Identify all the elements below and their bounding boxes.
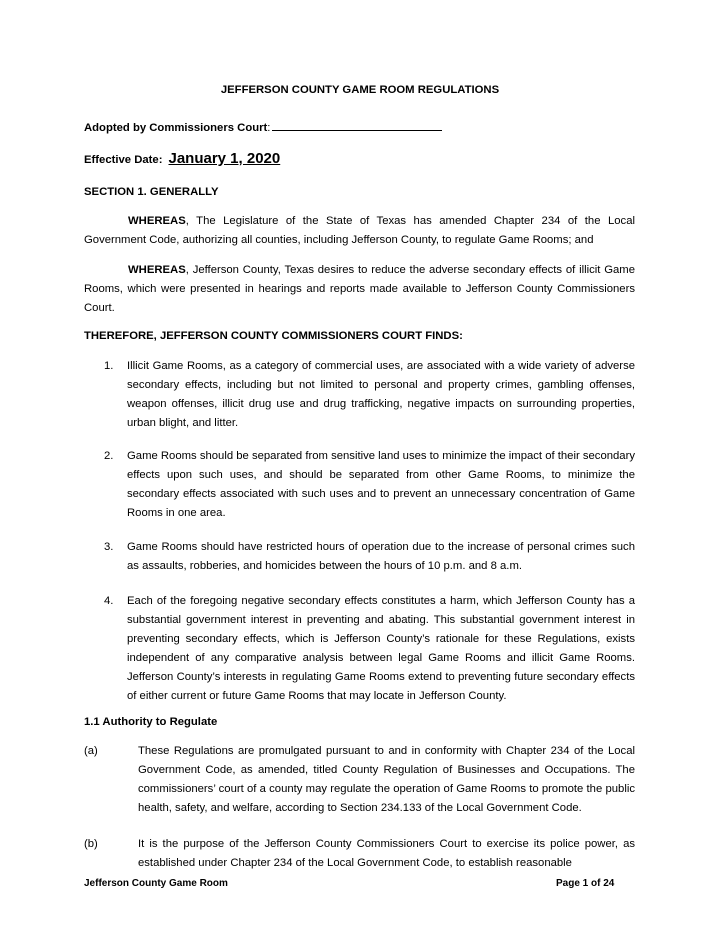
subsection-text: These Regulations are promulgated pursuant to and in conformity with Chapter 234 of the Local Government Code, as amended, titled County Regulation of Businesses and Occupations. The commissioners’ court of a county may regulate the operation of Game Rooms to promote the public health, safety, and welfare, according to Section 234.133 of the Local Government Code. <box>138 745 635 814</box>
finding-item <box>104 592 635 706</box>
adopted-label: Adopted by Commissioners Court <box>84 122 268 134</box>
finding-text: Illicit Game Rooms, as a category of commercial uses, are associated with a wide variety of adverse secondary effects, including but not limited to personal and property crimes, gambling offenses, weapon offenses, illicit drug use and drug trafficking, negative impacts on surrounding properties, urban blight, and litter. <box>127 360 635 429</box>
footer-left: Jefferson County Game Room <box>84 878 228 889</box>
subsection-label: (b) <box>84 838 98 850</box>
finding-text: Game Rooms should have restricted hours of operation due to the increase of personal crimes such as assaults, robberies, and homicides between the hours of 10 p.m. and 8 a.m. <box>127 541 635 572</box>
whereas1-text: , The Legislature of the State of Texas has amended Chapter 234 of the Local Government Code, authorizing all counties, including Jefferson County, to regulate Game Rooms; and <box>84 215 635 246</box>
finding-number: 4. <box>104 595 114 607</box>
finding-number: 1. <box>104 360 114 372</box>
whereas2-text: , Jefferson County, Texas desires to reduce the adverse secondary effects of illicit Game Rooms, which were presented in hearings and reports made available to Jefferson County Commissioners Court. <box>84 264 635 314</box>
finding-text: Game Rooms should be separated from sensitive land uses to minimize the impact of their secondary effects upon such uses, and should be separated from other Game Rooms, to minimize the secondary effects associated with such uses and to prevent an unnecessary concentration of Game Rooms in one area. <box>127 450 635 519</box>
adopted-colon: : <box>267 122 271 134</box>
subsection-heading: 1.1 Authority to Regulate <box>84 716 218 728</box>
finding-item <box>104 447 635 523</box>
finding-item <box>104 538 635 576</box>
footer-page-number: Page 1 of 24 <box>556 878 615 889</box>
finding-number: 2. <box>104 450 114 462</box>
subsection-item <box>84 742 635 818</box>
whereas-paragraph-1 <box>84 212 635 250</box>
effective-date-value: January 1, 2020 <box>168 150 281 167</box>
whereas2-lead: WHEREAS <box>128 264 186 276</box>
finding-number: 3. <box>104 541 114 553</box>
effective-date-line <box>84 150 280 167</box>
document-title: JEFFERSON COUNTY GAME ROOM REGULATIONS <box>220 84 500 96</box>
subsection-label: (a) <box>84 745 98 757</box>
section1-heading: SECTION 1. GENERALLY <box>84 186 219 198</box>
adopted-line <box>84 118 442 134</box>
subsection-text: It is the purpose of the Jefferson County Commissioners Court to exercise its police power, as established under Chapter 234 of the Local Government Code, to establish reasonable <box>138 838 635 869</box>
whereas-paragraph-2 <box>84 261 635 318</box>
whereas1-lead: WHEREAS <box>128 215 186 227</box>
therefore-heading: THEREFORE, JEFFERSON COUNTY COMMISSIONERS COURT FINDS: <box>84 330 463 342</box>
finding-text: Each of the foregoing negative secondary effects constitutes a harm, which Jefferson County has a substantial government interest in preventing and abating. This substantial government interest in preventing secondary effects, which is Jefferson County’s rationale for these Regulations, exists independent of any comparative analysis between legal Game Rooms and illicit Game Rooms. Jefferson County’s interests in regulating Game Rooms extend to preventing future secondary effects of either current or future Game Rooms that may locate in Jefferson County. <box>127 595 635 702</box>
finding-item <box>104 357 635 433</box>
subsection-item <box>84 835 635 873</box>
adopted-signature-blank <box>272 118 442 131</box>
effective-date-label: Effective Date: <box>84 154 163 166</box>
